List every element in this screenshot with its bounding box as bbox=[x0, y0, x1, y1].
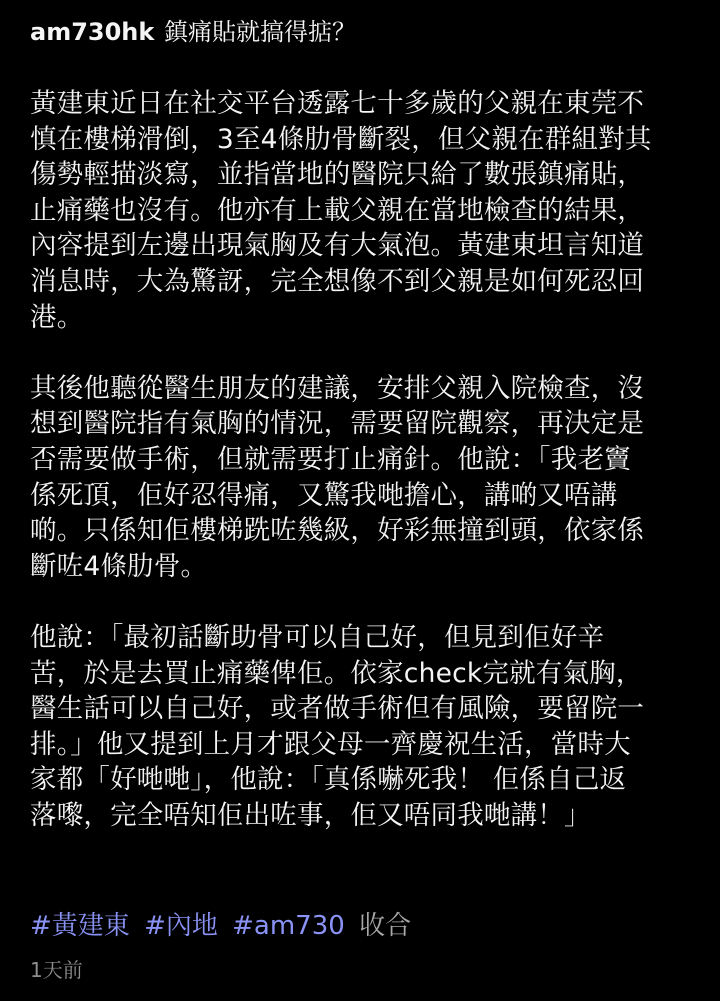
caption-line: 斷咗4條肋骨。 bbox=[30, 550, 208, 582]
caption-line: 苦，於是去買止痛藥俾佢。依家check完就有氣胸， bbox=[30, 657, 643, 689]
caption-line: 內容提到左邊出現氣胸及有大氣泡。黃建東坦言知道 bbox=[30, 230, 645, 262]
caption-line: 其後他聽從醫生朋友的建議，安排父親入院檢查，沒 bbox=[30, 372, 645, 404]
caption-line: 排。」他又提到上月才跟父母一齊慶祝生活，當時大 bbox=[30, 728, 631, 760]
post-caption bbox=[30, 14, 690, 833]
spacer bbox=[30, 584, 690, 620]
caption-line: 家都「好哋哋」，他說：「真係嚇死我！ 佢係自己返 bbox=[30, 764, 627, 796]
caption-line: 想到醫院指有氣胸的情況，需要留院觀察，再決定是 bbox=[30, 408, 645, 440]
caption-line: 消息時，大為驚訝，完全想像不到父親是如何死忍回 bbox=[30, 265, 645, 297]
username-link[interactable]: am730hk bbox=[30, 18, 155, 46]
caption-line: 黃建東近日在社交平台透露七十多歲的父親在東莞不 bbox=[30, 88, 645, 119]
caption-header bbox=[30, 14, 690, 50]
caption-line: 止痛藥也沒有。他亦有上載父親在當地檢查的結果， bbox=[30, 194, 645, 226]
hashtag-row bbox=[30, 906, 411, 946]
caption-line: 港。 bbox=[30, 301, 84, 333]
hashtag-link[interactable]: #am730 bbox=[232, 911, 345, 941]
spacer bbox=[30, 50, 690, 86]
caption-line: 醫生話可以自己好，或者做手術但有風險，要留院一 bbox=[30, 693, 645, 725]
caption-paragraph-1 bbox=[30, 86, 690, 335]
caption-line: 落嚟，完全唔知佢出咗事，佢又唔同我哋講！」 bbox=[30, 799, 591, 831]
collapse-caption-button[interactable]: 收合 bbox=[359, 911, 412, 941]
caption-line: 傷勢輕描淡寫，並指當地的醫院只給了數張鎮痛貼， bbox=[30, 159, 645, 191]
hashtag-link[interactable]: #黃建東 bbox=[30, 911, 130, 941]
caption-line: 他說：「最初話斷助骨可以自己好，但見到佢好辛 bbox=[30, 621, 605, 653]
spacer bbox=[30, 335, 690, 371]
caption-line: 啲。只係知佢樓梯跣咗幾級，好彩無撞到頭，依家係 bbox=[30, 515, 645, 547]
post-timestamp[interactable]: 1天前 bbox=[30, 958, 83, 982]
caption-line: 慎在樓梯滑倒，3至4條肋骨斷裂，但父親在群組對其 bbox=[30, 123, 652, 155]
caption-line: 否需要做手術，但就需要打止痛針。他說：「我老竇 bbox=[30, 443, 631, 475]
caption-paragraph-2 bbox=[30, 371, 690, 585]
caption-paragraph-3 bbox=[30, 620, 690, 834]
caption-headline: 鎮痛貼就搞得掂？ bbox=[164, 18, 356, 46]
hashtag-link[interactable]: #內地 bbox=[144, 911, 218, 941]
caption-line: 係死頂，佢好忍得痛，又驚我哋擔心，講啲又唔講 bbox=[30, 479, 618, 511]
